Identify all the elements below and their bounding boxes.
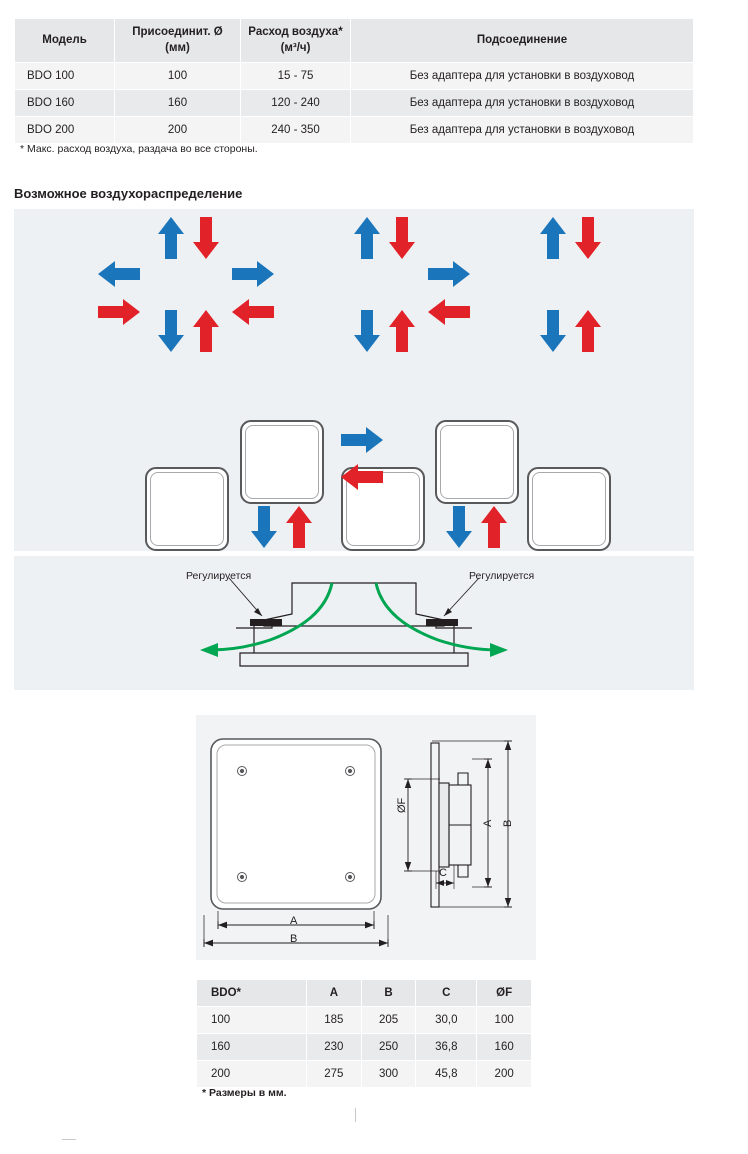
arrow-red-up-d5	[481, 506, 507, 548]
arrow-red-up-d1	[193, 310, 219, 352]
cell-airflow: 15 - 75	[241, 63, 351, 90]
cell-model: 160	[197, 1034, 307, 1061]
arrow-blue-down-d2	[354, 310, 380, 352]
column-header-f: ØF	[477, 980, 532, 1007]
adjustable-seal-right	[426, 619, 458, 626]
arrow-red-left-d1	[232, 299, 274, 325]
specification-table	[14, 18, 694, 144]
column-header-c: C	[416, 980, 477, 1007]
arrow-blue-up-d3	[540, 217, 566, 259]
arrow-blue-down-d4	[251, 506, 277, 548]
arrow-red-up-d2	[389, 310, 415, 352]
cell-model: 200	[197, 1061, 307, 1088]
cell-c: 45,8	[416, 1061, 477, 1088]
dimensions-table	[196, 979, 532, 1088]
arrow-blue-right-d2	[428, 261, 470, 287]
cell-f: 200	[477, 1061, 532, 1088]
arrow-red-up-d4	[286, 506, 312, 548]
arrow-blue-up-d1	[158, 217, 184, 259]
cell-f: 160	[477, 1034, 532, 1061]
column-header-airflow-line1: Расход воздуха*	[248, 26, 343, 38]
column-header-model	[15, 19, 115, 63]
arrow-blue-down-d3	[540, 310, 566, 352]
cell-diameter: 200	[115, 117, 241, 144]
cell-a: 185	[307, 1007, 362, 1034]
arrow-red-left-d2	[428, 299, 470, 325]
column-header-model-line1: Модель	[42, 33, 87, 46]
cross-section-svg	[14, 556, 694, 690]
side-dimension-arrowheads	[405, 741, 511, 907]
air-distribution-diagram-panel	[14, 209, 694, 551]
cell-connection: Без адаптера для установки в воздуховод	[351, 90, 694, 117]
airflow-green-paths	[210, 583, 498, 650]
column-header-connection-line1: Подсоединение	[476, 33, 568, 46]
cell-b: 300	[361, 1061, 416, 1088]
cell-airflow: 120 - 240	[241, 90, 351, 117]
column-header-diameter	[115, 19, 241, 63]
section-heading-air-distribution: Возможное воздухораспределение	[14, 186, 243, 201]
cell-model: BDO 200	[15, 117, 115, 144]
table-header-row	[15, 19, 694, 63]
leader-lines	[229, 578, 479, 616]
arrow-red-down-d2	[389, 217, 415, 259]
cell-airflow: 240 - 350	[241, 117, 351, 144]
arrow-blue-right-d1	[232, 261, 274, 287]
adjustable-seal-left	[250, 619, 282, 626]
dim-label-b-plan: B	[290, 933, 298, 945]
cell-diameter: 160	[115, 90, 241, 117]
arrow-blue-up-d2	[354, 217, 380, 259]
column-header-airflow-line2: (м³/ч)	[280, 41, 311, 54]
cell-diameter: 100	[115, 63, 241, 90]
dimensions-table-footnote: * Размеры в мм.	[202, 1087, 287, 1099]
column-header-airflow	[241, 19, 351, 63]
column-header-connection	[351, 19, 694, 63]
table-row	[197, 1007, 532, 1034]
spec-table-footnote: * Макс. расход воздуха, раздача во все стороны.	[20, 143, 258, 155]
cell-c: 30,0	[416, 1007, 477, 1034]
arrow-red-right-d1	[98, 299, 140, 325]
table-row	[15, 90, 694, 117]
cell-b: 205	[361, 1007, 416, 1034]
column-header-a: A	[307, 980, 362, 1007]
arrow-red-up-d3	[575, 310, 601, 352]
column-header-diameter-line2: (мм)	[165, 41, 190, 54]
side-dimension-lines	[404, 741, 512, 907]
cell-a: 275	[307, 1061, 362, 1088]
arrow-blue-right-d4	[341, 427, 383, 453]
airflow-arrows-svg	[14, 209, 694, 551]
dimension-drawing-panel	[196, 715, 536, 960]
cell-connection: Без адаптера для установки в воздуховод	[351, 63, 694, 90]
dim-label-a-plan: A	[290, 915, 298, 927]
table-row	[197, 1034, 532, 1061]
cell-model: BDO 160	[15, 90, 115, 117]
table-row	[15, 63, 694, 90]
column-header-bdo: BDO*	[197, 980, 307, 1007]
dim-label-f-side: ØF	[396, 797, 408, 813]
arrow-red-down-d1	[193, 217, 219, 259]
cell-model: BDO 100	[15, 63, 115, 90]
cell-c: 36,8	[416, 1034, 477, 1061]
leader-arrowhead-left	[254, 608, 262, 616]
dim-label-a-side: A	[482, 819, 494, 827]
page-tick-mark	[355, 1108, 356, 1122]
cell-f: 100	[477, 1007, 532, 1034]
table-row	[197, 1061, 532, 1088]
dim-label-b-side: B	[502, 819, 514, 827]
dimension-drawing-svg	[196, 715, 536, 960]
cell-a: 230	[307, 1034, 362, 1061]
column-header-b: B	[361, 980, 416, 1007]
arrow-blue-down-d1	[158, 310, 184, 352]
label-adjustable-left: Регулируется	[186, 570, 252, 582]
front-plate-plan-view	[211, 739, 381, 909]
arrow-blue-left-d1	[98, 261, 140, 287]
cell-model: 100	[197, 1007, 307, 1034]
cross-section-diagram-panel	[14, 556, 694, 690]
arrow-red-left-d4	[341, 464, 383, 490]
page-rule-mark	[62, 1139, 76, 1140]
label-adjustable-right: Регулируется	[469, 570, 535, 582]
cell-b: 250	[361, 1034, 416, 1061]
table-header-row	[197, 980, 532, 1007]
column-header-diameter-line1: Присоединит. Ø	[132, 26, 223, 38]
dim-label-c-side: C	[439, 867, 447, 879]
arrow-blue-down-d5	[446, 506, 472, 548]
table-row	[15, 117, 694, 144]
cell-connection: Без адаптера для установки в воздуховод	[351, 117, 694, 144]
arrow-red-down-d3	[575, 217, 601, 259]
